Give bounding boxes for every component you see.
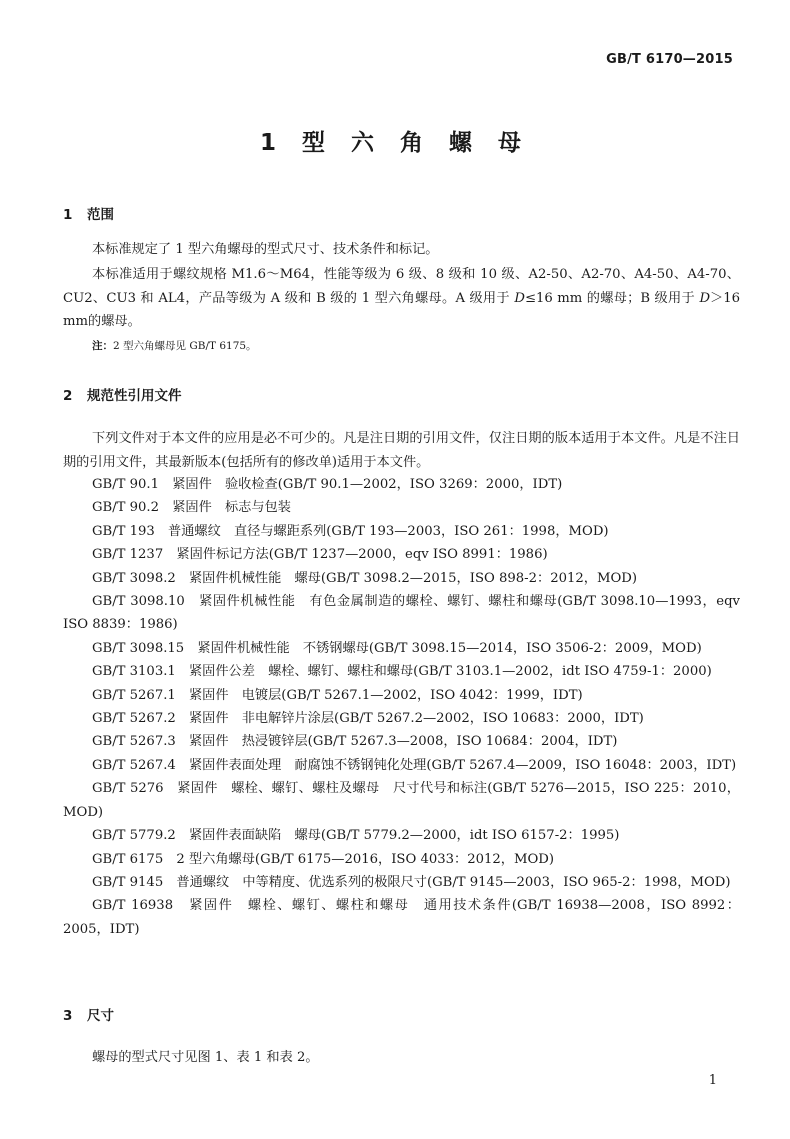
- section-title: 尺寸: [87, 1008, 114, 1024]
- scope-p2-var-d2: D: [699, 290, 711, 306]
- scope-p2-text-c: ＞16 mm的螺母。: [63, 290, 740, 329]
- reference-list: [63, 473, 740, 941]
- note-label: 注：: [92, 340, 113, 352]
- reference-item: GB/T 1237 紧固件标记方法(GB/T 1237—2000，eqv ISO 8991：1986): [92, 547, 548, 563]
- scope-p2-var-d1: D: [514, 290, 525, 306]
- reference-item: GB/T 3098.2 紧固件机械性能 螺母(GB/T 3098.2—2015，ISO 898-2：2012，MOD): [92, 570, 637, 586]
- reference-item: GB/T 90.2 紧固件 标志与包装: [92, 500, 291, 516]
- reference-item: GB/T 6175 2 型六角螺母(GB/T 6175—2016，ISO 4033：2012，MOD): [92, 851, 554, 867]
- reference-item: GB/T 16938 紧固件 螺栓、螺钉、螺柱和螺母 通用技术条件(GB/T 16938—2008，ISO 8992：2005，IDT): [63, 898, 740, 937]
- section-title: 规范性引用文件: [87, 388, 182, 404]
- dimensions-paragraph: 螺母的型式尺寸见图 1、表 1 和表 2。: [92, 1050, 319, 1065]
- scope-note: [92, 338, 257, 353]
- reference-item: GB/T 90.1 紧固件 验收检查(GB/T 90.1—2002，ISO 3269：2000，IDT): [92, 477, 563, 492]
- section-number: 1: [63, 207, 73, 223]
- page-number: 1: [708, 1073, 717, 1088]
- reference-item: GB/T 5267.3 紧固件 热浸镀锌层(GB/T 5267.3—2008，ISO 10684：2004，IDT): [92, 734, 618, 750]
- scope-paragraph-2: [63, 263, 740, 334]
- scope-paragraph-1: 本标准规定了 1 型六角螺母的型式尺寸、技术条件和标记。: [92, 242, 439, 257]
- section-number: 3: [63, 1008, 73, 1024]
- document-title: 1 型 六 角 螺 母: [259, 130, 531, 156]
- note-text: 2 型六角螺母见 GB/T 6175。: [113, 340, 257, 352]
- references-intro: 下列文件对于本文件的应用是必不可少的。凡是注日期的引用文件，仅注日期的版本适用于本文件。凡是不注日期的引用文件，其最新版本(包括所有的修改单)适用于本文件。: [63, 431, 740, 470]
- reference-item: GB/T 5267.4 紧固件表面处理 耐腐蚀不锈钢钝化处理(GB/T 5267.4—2009，ISO 16048：2003，IDT): [92, 757, 737, 773]
- reference-item: GB/T 9145 普通螺纹 中等精度、优选系列的极限尺寸(GB/T 9145—2003，ISO 965-2：1998，MOD): [92, 874, 731, 890]
- reference-item: GB/T 3098.15 紧固件机械性能 不锈钢螺母(GB/T 3098.15—2014，ISO 3506-2：2009，MOD): [92, 640, 702, 656]
- standard-code: GB/T 6170—2015: [606, 52, 733, 67]
- section-heading-scope: [63, 203, 114, 223]
- reference-item: GB/T 193 普通螺纹 直径与螺距系列(GB/T 193—2003，ISO 261：1998，MOD): [92, 523, 609, 539]
- section-heading-dimensions: [63, 1004, 114, 1024]
- section-title: 范围: [87, 207, 114, 223]
- reference-item: GB/T 5267.1 紧固件 电镀层(GB/T 5267.1—2002，ISO 4042：1999，IDT): [92, 687, 583, 703]
- reference-item: GB/T 3103.1 紧固件公差 螺栓、螺钉、螺柱和螺母(GB/T 3103.1—2002，idt ISO 4759-1：2000): [92, 664, 712, 680]
- scope-p2-text-b: ≤16 mm 的螺母；B 级用于: [524, 290, 700, 306]
- reference-item: GB/T 5276 紧固件 螺栓、螺钉、螺柱及螺母 尺寸代号和标注(GB/T 5276—2015，ISO 225：2010，MOD): [63, 781, 740, 820]
- reference-item: GB/T 5267.2 紧固件 非电解锌片涂层(GB/T 5267.2—2002，ISO 10683：2000，IDT): [92, 711, 644, 727]
- reference-item: GB/T 5779.2 紧固件表面缺陷 螺母(GB/T 5779.2—2000，idt ISO 6157-2：1995): [92, 828, 620, 844]
- scope-p2-text-a: 本标准适用于螺纹规格 M1.6～M64，性能等级为 6 级、8 级和 10 级、A2-50、A2-70、A4-50、A4-70、CU2、CU3 和 AL4，产品等级为 A 级和 B 级的 1 型六角螺母。A 级用于: [63, 267, 740, 306]
- section-heading-normative-references: [63, 384, 182, 404]
- reference-item: GB/T 3098.10 紧固件机械性能 有色金属制造的螺栓、螺钉、螺柱和螺母(GB/T 3098.10—1993，eqv ISO 8839：1986): [63, 594, 740, 633]
- section-number: 2: [63, 388, 73, 404]
